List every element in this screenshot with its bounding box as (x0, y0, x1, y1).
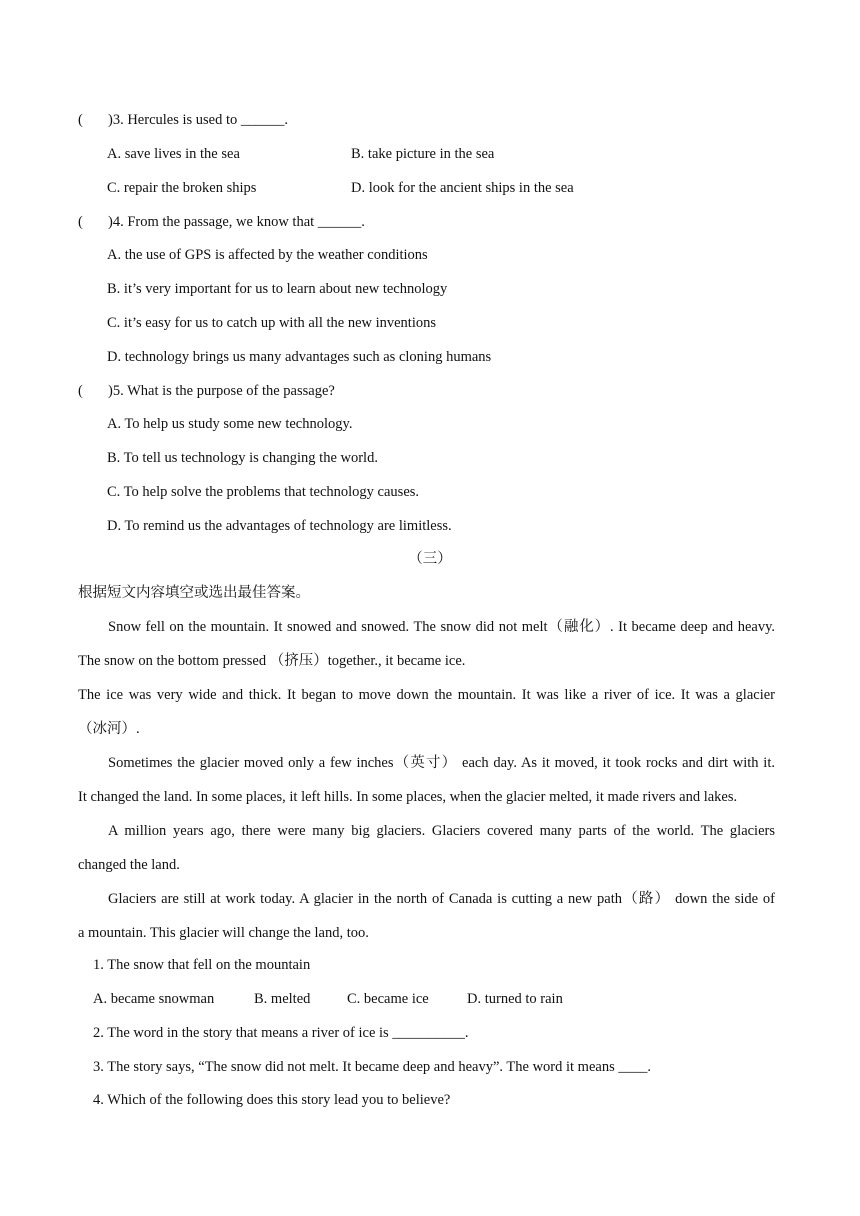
option-d: D. technology brings us many advantages such as cloning humans (107, 349, 492, 365)
option-b: B. melted (254, 991, 311, 1007)
option-a: A. save lives in the sea (107, 146, 240, 162)
section-instruction: 根据短文内容填空或选出最佳答案。 (78, 585, 310, 601)
question-4 (78, 212, 365, 232)
answer-paren: ( (78, 383, 83, 399)
option-a: A. became snowman (93, 991, 215, 1007)
comprehension-question-1: 1. The snow that fell on the mountain (93, 957, 311, 973)
option-d: D. turned to rain (467, 991, 563, 1007)
passage-line: Glaciers are still at work today. A glacier in the north of Canada is cutting a new path（路） down the side of (108, 891, 775, 907)
passage-line: It changed the land. In some places, it left hills. In some places, when the glacier melted, it made rivers and lakes. (78, 789, 738, 805)
option-c: C. became ice (347, 991, 429, 1007)
passage-line: （冰河）. (78, 721, 140, 737)
option-d: D. To remind us the advantages of technology are limitless. (107, 518, 452, 534)
comprehension-question-2: 2. The word in the story that means a river of ice is __________. (93, 1025, 469, 1041)
passage-line: Snow fell on the mountain. It snowed and snowed. The snow did not melt（融化）. It became deep and heavy. (108, 619, 775, 635)
option-c: C. To help solve the problems that technology causes. (107, 484, 420, 500)
passage-line: The ice was very wide and thick. It began to move down the mountain. It was like a river of ice. It was a glacier (78, 687, 775, 703)
comprehension-question-4: 4. Which of the following does this story lead you to believe? (93, 1092, 451, 1108)
option-c: C. repair the broken ships (107, 180, 257, 196)
question-stem: )5. What is the purpose of the passage? (108, 383, 335, 399)
question-stem: )3. Hercules is used to ______. (108, 112, 289, 128)
passage-line: Sometimes the glacier moved only a few inches（英寸） each day. As it moved, it took rocks and dirt with it. (108, 755, 775, 771)
passage-line: changed the land. (78, 857, 180, 873)
option-b: B. take picture in the sea (351, 146, 495, 162)
passage-line: The snow on the bottom pressed （挤压）together., it became ice. (78, 653, 466, 669)
question-5 (78, 381, 335, 401)
comprehension-question-3: 3. The story says, “The snow did not melt. It became deep and heavy”. The word it means ____. (93, 1059, 651, 1075)
reading-passage (78, 617, 775, 957)
passage-line: A million years ago, there were many big glaciers. Glaciers covered many parts of the world. The glaciers (108, 823, 775, 839)
option-b: B. it’s very important for us to learn about new technology (107, 281, 448, 297)
option-b: B. To tell us technology is changing the world. (107, 450, 378, 466)
option-c: C. it’s easy for us to catch up with all the new inventions (107, 315, 437, 331)
question-3 (78, 110, 288, 130)
section-heading: （三） (408, 551, 452, 567)
answer-paren: ( (78, 112, 83, 128)
question-stem: )4. From the passage, we know that ______. (108, 214, 365, 230)
option-a: A. To help us study some new technology. (107, 416, 353, 432)
answer-paren: ( (78, 214, 83, 230)
passage-line: a mountain. This glacier will change the land, too. (78, 925, 369, 941)
option-d: D. look for the ancient ships in the sea (351, 180, 574, 196)
option-a: A. the use of GPS is affected by the weather conditions (107, 247, 428, 263)
